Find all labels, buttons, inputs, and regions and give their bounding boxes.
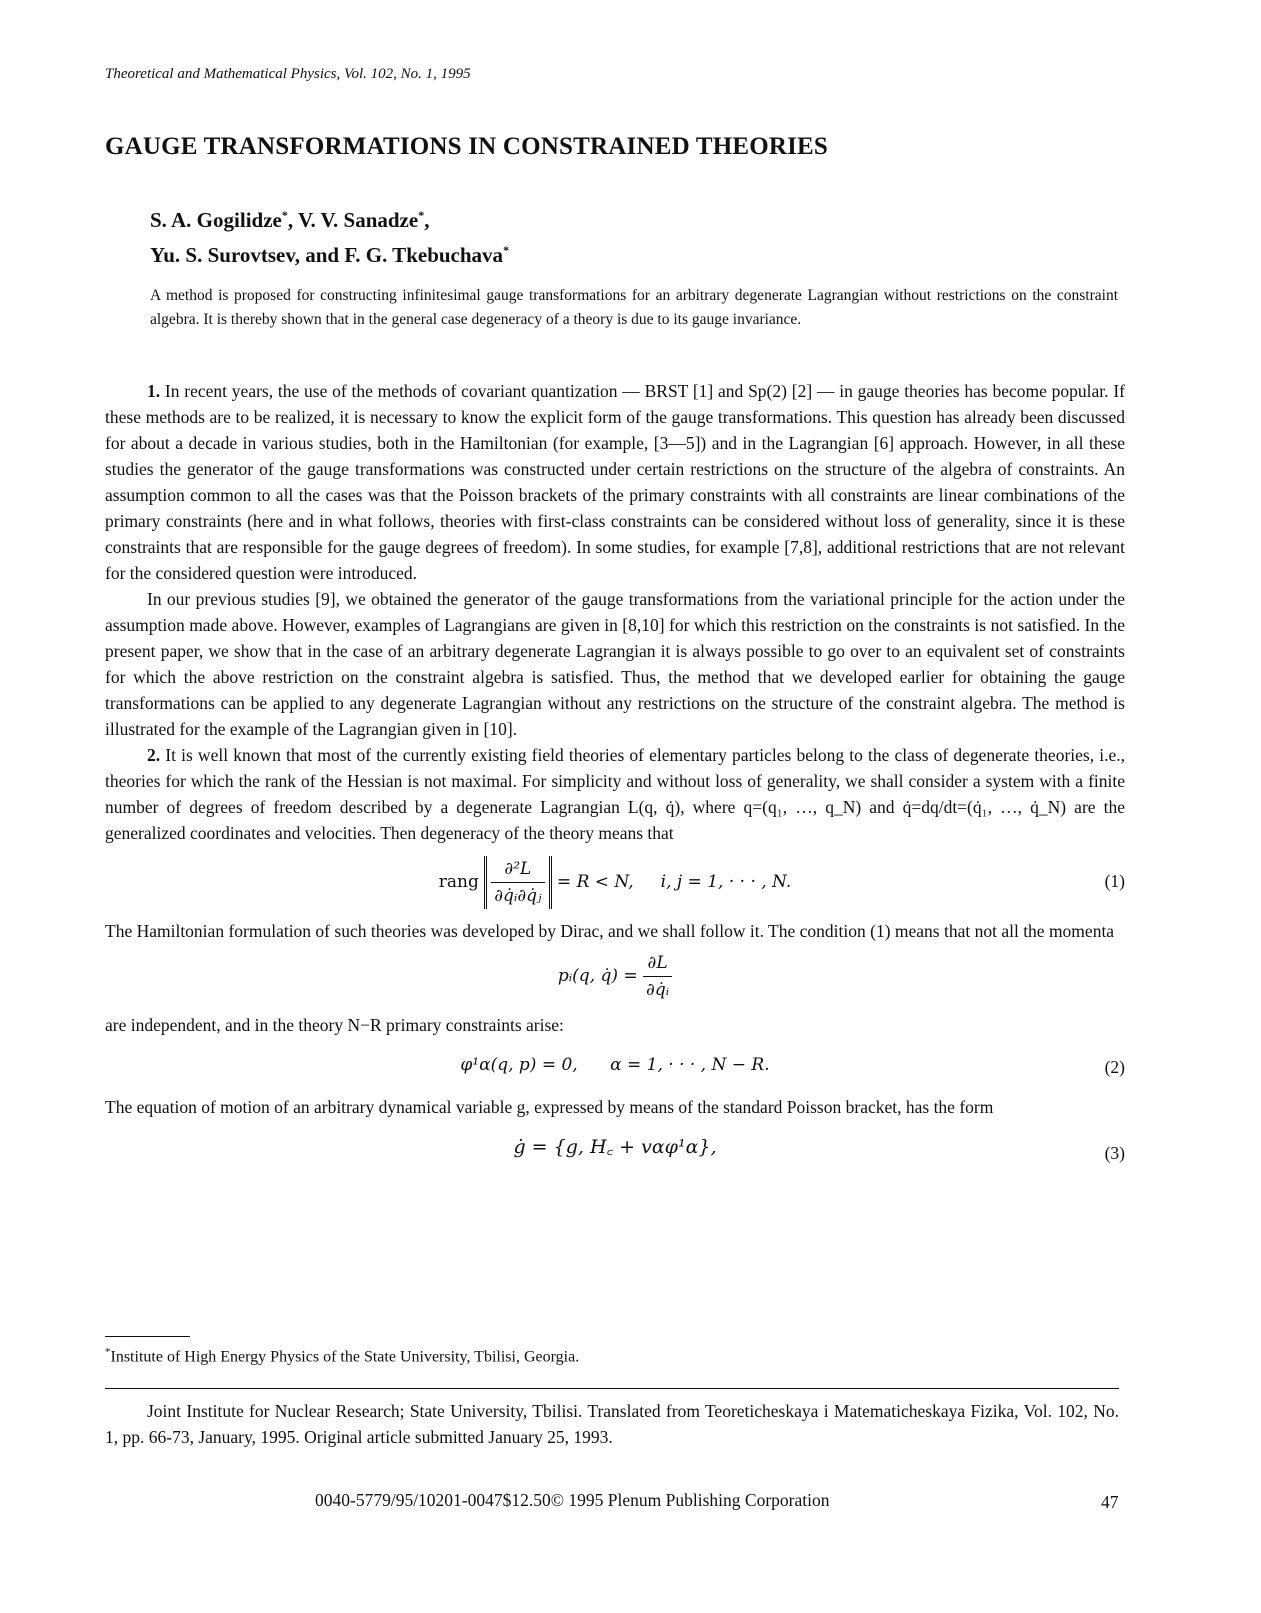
equation-number: (1) [1104, 871, 1125, 891]
equation-content [105, 950, 1125, 1003]
equation-lhs: pᵢ(q, q̇) = [557, 966, 638, 986]
affiliation-mark: * [503, 243, 510, 257]
section-1-paragraph [105, 378, 1125, 586]
fraction-denominator: ∂q̇ᵢ [646, 980, 670, 1000]
page-number: 47 [1101, 1492, 1119, 1512]
body-text [105, 378, 1125, 1180]
paragraph: The equation of motion of an arbitrary dynamical variable g, expressed by means of the standard Poisson bracket, has the form [105, 1097, 994, 1117]
translation-note: Joint Institute for Nuclear Research; State University, Tbilisi. Translated from Teoreticheskaya i Matematicheskaya Fizika, Vol. 102, No. 1, pp. 66-73, January, 1995. Original article submitted January 25, 1993. [105, 1401, 1119, 1447]
equation-3 [105, 1128, 1125, 1180]
paper-title: GAUGE TRANSFORMATIONS IN CONSTRAINED THEORIES [105, 133, 829, 160]
author-name: S. A. Gogilidze [150, 208, 282, 232]
author-separator: , [424, 208, 430, 232]
author-line-2 [150, 235, 509, 270]
equation-content: φ¹α(q, p) = 0, α = 1, · · · , N − R. [460, 1055, 770, 1075]
equation-number: (2) [1104, 1057, 1125, 1077]
paragraph: In our previous studies [9], we obtained the generator of the gauge transformations from the variational principle for the action under the assumption made above. However, examples of Lagrangians are given in [8,10] for which this restriction on the constraints is not satisfied. In the present paper, we show that in the case of an arbitrary degenerate Lagrangian it is always possible to go over to an equivalent set of constraints for which the above restriction on the constraint algebra is satisfied. Thus, the method that we developed earlier for obtaining the gauge transformations can be applied to any degenerate Lagrangian without any restrictions on the structure of the constraint algebra. The method is illustrated for the example of the Lagrangian given in [10]. [105, 589, 1125, 739]
paragraph-text: It is well known that most of the currently existing field theories of elementary particles belong to the class of degenerate theories, i.e., theories for which the rank of the Hessian is not maximal. For simplicity and without loss of generality, we shall consider a system with a finite number of degrees of freedom described by a degenerate Lagrangian L(q, q̇), where q=(q₁, …, q_N) and q̇=dq/dt=(q̇₁, …, q̇_N) are the generalized coordinates and velocities. Then degeneracy of the theory means that [105, 745, 1125, 843]
equation-momenta [105, 950, 1125, 1012]
footnote-rule [105, 1336, 190, 1337]
section-2-paragraph [105, 742, 1125, 846]
abstract: A method is proposed for constructing infinitesimal gauge transformations for an arbitrary degenerate Lagrangian without restrictions on the constraint algebra. It is thereby shown that in the general case degeneracy of a theory is due to its gauge invariance. [150, 287, 1118, 328]
section-number: 1. [147, 381, 161, 401]
author-name: , V. V. Sanadze [287, 208, 419, 232]
rank-operator: rang [438, 872, 479, 892]
equation-number: (3) [1104, 1143, 1125, 1163]
section-number: 2. [147, 745, 161, 765]
paragraph-text: In recent years, the use of the methods of covariant quantization — BRST [1] and Sp(2) [2] — in gauge theories has become popular. If these methods are to be realized, it is necessary to know the explicit form of the gauge transformations. This question has already been discussed for about a decade in various studies, both in the Hamiltonian (for example, [3—5]) and in the Lagrangian [6] approach. However, in all these studies the generator of the gauge transformations was constructed under certain restrictions on the structure of the algebra of constraints. An assumption common to all the cases was that the Poisson brackets of the primary constraints with all constraints are linear combinations of the primary constraints (here and in what follows, theories with first-class constraints can be considered without loss of generality, since it is these constraints that are responsible for the gauge degrees of freedom). In some studies, for example [7,8], additional restrictions that are not relevant for the considered question were introduced. [105, 381, 1125, 583]
paragraph: The Hamiltonian formulation of such theories was developed by Dirac, and we shall follow it. The condition (1) means that not all the momenta [105, 921, 1115, 941]
divider [105, 1388, 1119, 1389]
fraction-numerator: ∂²L [491, 856, 544, 883]
footnote [105, 1346, 579, 1366]
fraction-numerator: ∂L [643, 950, 672, 977]
footnote-text: Institute of High Energy Physics of the State University, Tbilisi, Georgia. [110, 1348, 580, 1366]
copyright-line: 0040-5779/95/10201-0047$12.50© 1995 Plenum Publishing Corporation [315, 1490, 830, 1510]
affiliation-mark: * [418, 208, 425, 222]
affiliation-mark: * [281, 208, 288, 222]
hessian-fraction [491, 856, 544, 909]
momentum-fraction [643, 950, 672, 1003]
footnote-mark: * [105, 1346, 111, 1358]
paragraph: are independent, and in the theory N−R primary constraints arise: [105, 1015, 564, 1035]
matrix-norm [484, 856, 551, 909]
author-name: Yu. S. Surovtsev, and F. G. Tkebuchava [150, 243, 504, 267]
equation-1 [105, 856, 1125, 918]
equation-content: ġ = {g, H꜀ + vαφ¹α}, [513, 1136, 717, 1158]
fraction-denominator: ∂q̇ᵢ∂q̇ⱼ [494, 886, 542, 906]
author-line-1 [150, 200, 509, 235]
author-list [150, 200, 509, 270]
equation-rhs: = R < N, i, j = 1, · · · , N. [556, 872, 792, 892]
running-head: Theoretical and Mathematical Physics, Vol. 102, No. 1, 1995 [105, 66, 471, 82]
equation-content [105, 856, 1125, 909]
equation-2 [105, 1042, 1125, 1094]
